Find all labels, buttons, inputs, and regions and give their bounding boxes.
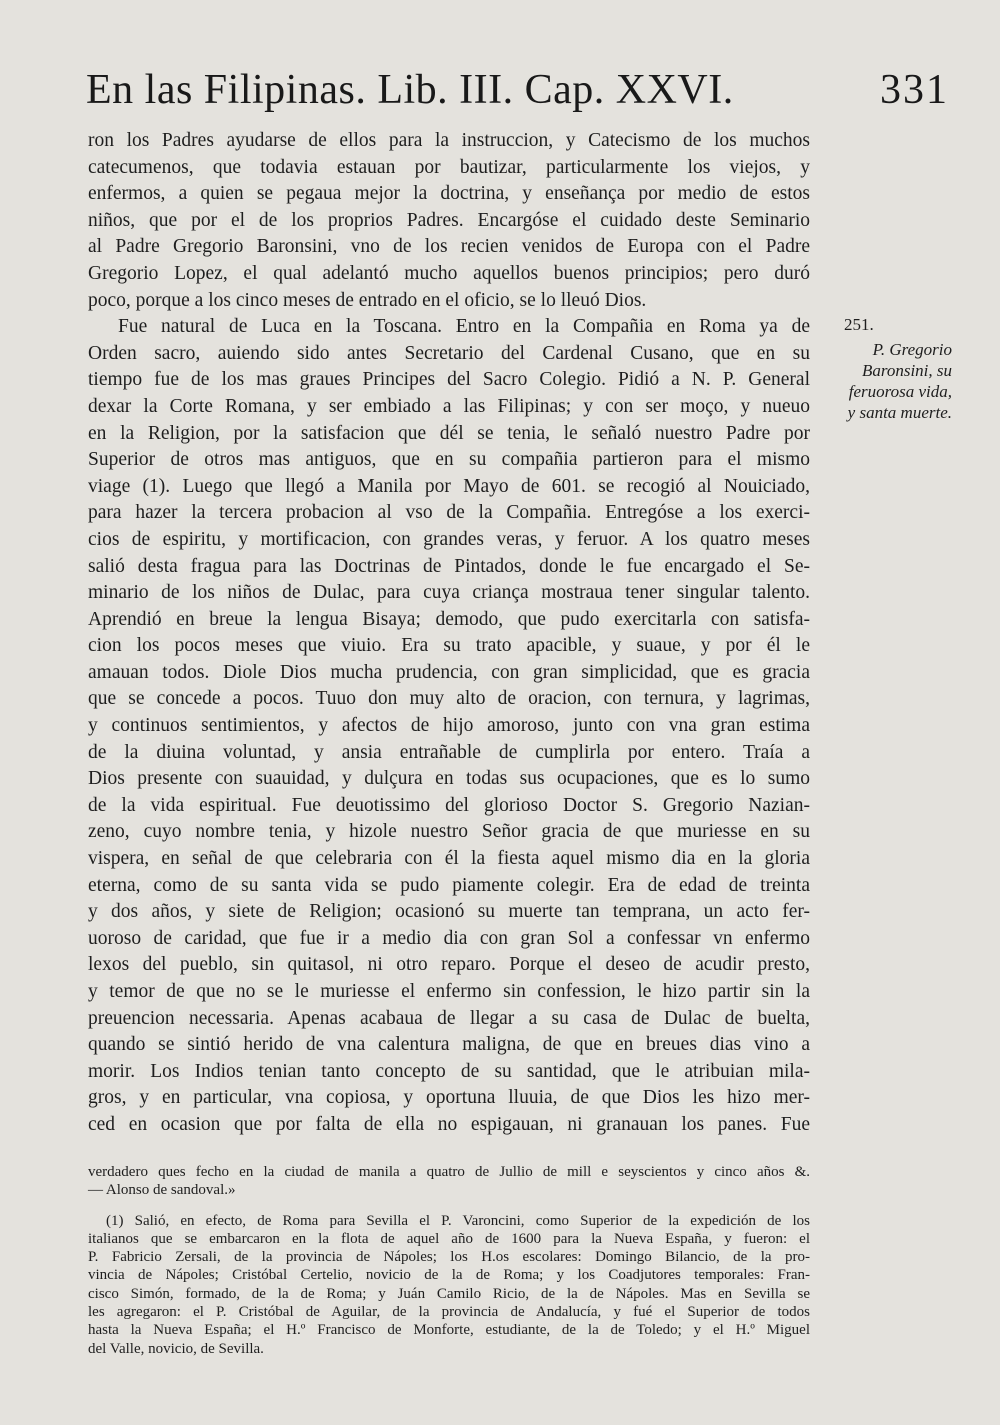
text-line: Gregorio Lopez, el qual adelantó mucho aquellos buenos principios; pero duró <box>88 262 810 284</box>
text-line: salió desta fragua para las Doctrinas de Pintados, donde le fue encargado el Se- <box>88 555 810 577</box>
footnotes <box>88 1163 810 1358</box>
text-line: cios de espiritu, y mortificacion, con grandes veras, y feruor. A los quatro meses <box>88 528 810 550</box>
text-line: poco, porque a los cinco meses de entrado en el oficio, se lo lleuó Dios. <box>88 289 647 311</box>
quote-continuation <box>88 1163 810 1200</box>
text-line: enfermos, a quien se pegaua mejor la doctrina, y enseñança por medio de estos <box>88 183 810 205</box>
text-line: Dios presente con suauidad, y dulçura en todas sus ocupaciones, que es lo sumo <box>88 768 810 790</box>
margin-note-line: y santa muerte. <box>847 403 952 422</box>
text-line: zeno, cuyo nombre tenia, y hizole nuestro Señor gracia de que muriesse en su <box>88 821 810 843</box>
text-line: tiempo fue de los mas graues Principes del Sacro Colegio. Pidió a N. P. General <box>88 369 810 391</box>
footnote-line: verdadero ques fecho en la ciudad de manila a quatro de Jullio de mill e seyscientos y cinco años &. <box>88 1164 810 1180</box>
text-line: eterna, como de su santa vida se pudo piamente colegir. Era de edad de treinta <box>88 874 810 896</box>
text-line: lexos del pueblo, sin quitasol, ni otro reparo. Porque el deseo de acudir presto, <box>88 954 810 976</box>
footnote-line: — Alonso de sandoval.» <box>88 1182 236 1199</box>
text-line: morir. Los Indios tenian tanto concepto de su santidad, que le atribuian mila- <box>88 1060 810 1082</box>
footnote-line: hasta la Nueva España; el H.º Francisco de Monforte, estudiante, de la de Toledo; y el H.º Miguel <box>88 1322 810 1339</box>
margin-note-line: P. Gregorio <box>872 340 952 359</box>
main-text <box>88 128 810 1139</box>
text-line: niños, que por el de los proprios Padres. Encargóse el cuidado deste Seminario <box>88 209 810 231</box>
text-line: que se concede a pocos. Tuuo don muy alto de oracion, con ternura, y lagrimas, <box>88 688 810 710</box>
text-line: dexar la Corte Romana, y ser embiado a las Filipinas; y con ser moço, y nueuo <box>88 395 810 417</box>
footnote-gap <box>88 1200 810 1212</box>
margin-note <box>820 314 952 423</box>
text-line: Aprendió en breue la lengua Bisaya; demodo, que pudo exercitarla con satisfa- <box>88 608 810 630</box>
text-line: para hazer la tercera probacion al vso de la Compañia. Entregóse a los exerci- <box>88 502 810 524</box>
text-line: ced en ocasion que por falta de ella no espigauan, ni granauan los panes. Fue <box>88 1113 810 1135</box>
footnote-line: (1) Salió, en efecto, de Roma para Sevilla el P. Varoncini, como Superior de la expedición de los <box>106 1212 810 1229</box>
text-line: Orden sacro, auiendo sido antes Secretario del Cardenal Cusano, que en su <box>88 342 810 364</box>
footnote-1 <box>88 1212 810 1358</box>
text-line: de la diuina voluntad, y ansia entrañable de cumplirla por entero. Traía a <box>88 741 810 763</box>
paragraph-2 <box>88 314 810 1138</box>
page-number: 331 <box>880 67 949 113</box>
text-line: cion los pocos meses que viuio. Era su trato apacible, y suaue, y por él le <box>88 635 810 657</box>
text-line: gros, y en particular, vna copiosa, y oportuna lluuia, de que Dios les hizo mer- <box>88 1087 810 1109</box>
margin-note-number: 251. <box>844 315 874 334</box>
margin-note-line: feruorosa vida, <box>848 382 952 401</box>
footnote-line: les agregaron: el P. Cristóbal de Aguilar, de la provincia de Andalucía, y fué el Superior de todos <box>88 1304 810 1321</box>
running-title: En las Filipinas. Lib. III. Cap. XXVI. <box>86 67 734 113</box>
text-line: al Padre Gregorio Baronsini, vno de los recien venidos de Europa con el Padre <box>88 236 810 258</box>
text-line: y continuos sentimientos, y afectos de hijo amoroso, junto con vna gran estima <box>88 715 810 737</box>
margin-note-line: Baronsini, su <box>861 361 952 380</box>
text-line: de la vida espiritual. Fue deuotissimo del glorioso Doctor S. Gregorio Nazian- <box>88 794 810 816</box>
text-line: Fue natural de Luca en la Toscana. Entro en la Compañia en Roma ya de <box>118 316 810 338</box>
text-line: vispera, en señal de que celebraria con él la fiesta aquel mismo dia en la gloria <box>88 848 810 870</box>
text-line: y dos años, y siete de Religion; ocasionó su muerte tan temprana, un acto fer- <box>88 901 810 923</box>
paragraph-1 <box>88 128 810 314</box>
footnote-line: del Valle, novicio, de Sevilla. <box>88 1340 264 1357</box>
text-line: amauan todos. Diole Dios mucha prudencia, con gran simplicidad, que es gracia <box>88 661 810 683</box>
text-line: ron los Padres ayudarse de ellos para la instruccion, y Catecismo de los muchos <box>88 130 810 151</box>
text-line: preuencion necessaria. Apenas acabaua de llegar a su casa de Dulac de buelta, <box>88 1007 810 1029</box>
text-line: y temor de que no se le muriesse el enfermo sin confession, le hizo partir sin la <box>88 981 810 1002</box>
text-line: catecumenos, que todavia estauan por bautizar, particularmente los viejos, y <box>88 156 810 178</box>
text-line: en la Religion, por la satisfacion que dél se tenia, le señaló nuestro Padre por <box>88 422 810 444</box>
text-line: minario de los niños de Dulac, para cuya criança mostraua tener singular talento. <box>88 582 810 604</box>
footnote-line: P. Fabricio Zersali, de la provincia de Nápoles; los H.os escolares: Domingo Bilancio, de la pro- <box>88 1249 810 1266</box>
text-line: viage (1). Luego que llegó a Manila por Mayo de 601. se recogió al Nouiciado, <box>88 475 810 497</box>
text-line: uoroso de caridad, que fue ir a medio dia con gran Sol a confessar vn enfermo <box>88 927 810 949</box>
text-line: quando se sintió herido de vna calentura maligna, de que en breues dias vino a <box>88 1034 810 1056</box>
footnote-line: italianos que se embarcaron en la flota de aquel año de 1600 para la Nueva España, y fueron: el <box>88 1230 810 1247</box>
text-line: Superior de otros mas antiguos, que en su compañia partieron para el mismo <box>88 449 810 471</box>
footnote-line: cisco Simón, formado, de la de Roma; y Juán Camilo Ricio, de la de Nápoles. Mas en Sevilla se <box>88 1285 810 1302</box>
footnote-line: vincia de Nápoles; Cristóbal Certelio, novicio de la de Roma; y los Coadjutores temporales: Fran- <box>88 1267 810 1284</box>
